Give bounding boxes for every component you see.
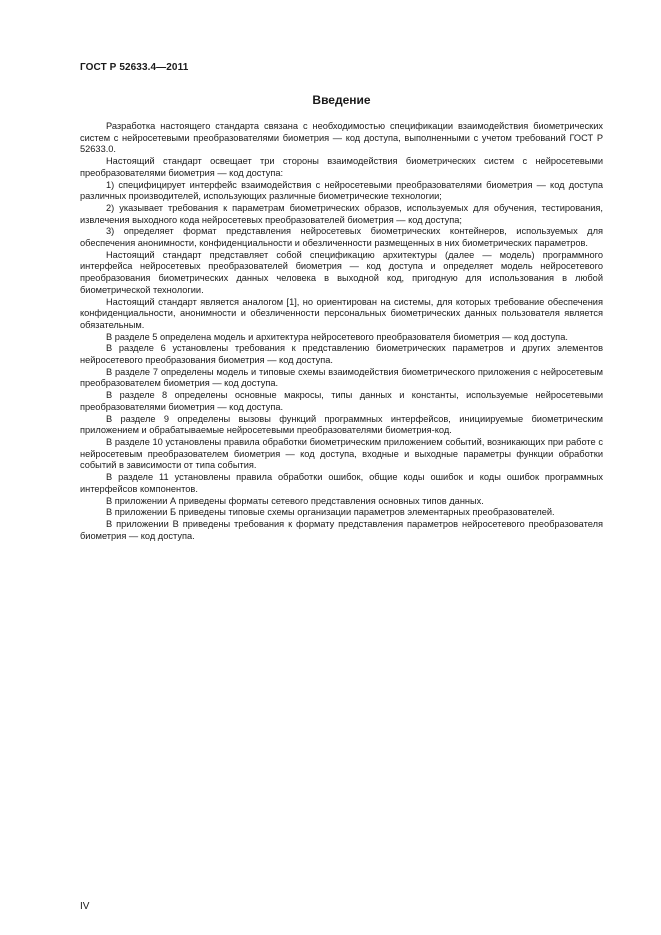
body-text [80, 121, 603, 542]
paragraph: В приложении В приведены требования к формату представления параметров нейросетевого преобразователя биометрия — код доступа. [80, 518, 603, 541]
paragraph: В разделе 6 установлены требования к представлению биометрических параметров и других элементов нейросетевого преобразования биометрия — код доступа. [80, 343, 603, 366]
paragraph: Настоящий стандарт является аналогом [1], но ориентирован на системы, для которых требование обеспечения конфиденциальности, анонимности и обезличенности персональных биометрических данных пользователя является обязательным. [80, 296, 603, 330]
paragraph: Настоящий стандарт представляет собой спецификацию архитектуры (далее — модель) программного интерфейса нейросетевых преобразователей биометрия — код доступа и определяет модель нейросетевого преобразования биометрических данных человека в выходной код, пригодную для использования в любой биометрической технологии. [80, 249, 603, 295]
paragraph: В разделе 8 определены основные макросы, типы данных и константы, используемые нейросетевыми преобразователями биометрия — код доступа. [80, 390, 603, 412]
paragraph: В приложении А приведены форматы сетевого представления основных типов данных. [106, 495, 484, 506]
section-title: Введение [312, 93, 371, 107]
paragraph: 1) специфицирует интерфейс взаимодействия с нейросетевыми преобразователями биометрия — код доступа различных производителей, использующих различные биометрические технологии; [80, 179, 603, 202]
paragraph: В приложении Б приведены типовые схемы организации параметров элементарных преобразователей. [106, 507, 555, 518]
paragraph: 2) указывает требования к параметрам биометрических образов, используемых для обучения, тестирования, извлечения выходного кода нейросетевых преобразователей биометрия — код доступа; [80, 202, 603, 225]
paragraph: В разделе 10 установлены правила обработки биометрическим приложением событий, возникающих при работе с нейросетевым преобразователем биометрия — код доступа, входные и выходные параметры функции обработки событий в зависимости от типа события. [80, 436, 603, 471]
paragraph: Настоящий стандарт освещает три стороны взаимодействия биометрических систем с нейросетевыми преобразователями биометрия — код доступа: [80, 156, 603, 178]
paragraph: 3) определяет формат представления нейросетевых биометрических контейнеров, используемых для обеспечения анонимности, конфиденциальности и обезличенности размещенных в них биометрических параметров. [80, 226, 603, 249]
paragraph: Разработка настоящего стандарта связана с необходимостью спецификации взаимодействия биометрических систем с нейросетевыми преобразователями биометрия — код доступа, выполненными с учетом требований ГОСТ Р 52633.0. [80, 121, 603, 155]
paragraph: В разделе 9 определены вызовы функций программных интерфейсов, инициируемые биометрическим приложением и обрабатываемые нейросетевыми преобразователями биометрия-код. [80, 413, 603, 436]
paragraph: В разделе 5 определена модель и архитектура нейросетевого преобразователя биометрия — код доступа. [106, 331, 568, 342]
paragraph: В разделе 11 установлены правила обработки ошибок, общие коды ошибок и коды ошибок программных интерфейсов компонентов. [80, 472, 603, 494]
paragraph: В разделе 7 определены модель и типовые схемы взаимодействия биометрического приложения с нейросетевым преобразователем биометрия — код доступа. [80, 366, 603, 389]
page-number: IV [80, 901, 90, 912]
page-header-standard-code: ГОСТ Р 52633.4—2011 [80, 62, 189, 73]
